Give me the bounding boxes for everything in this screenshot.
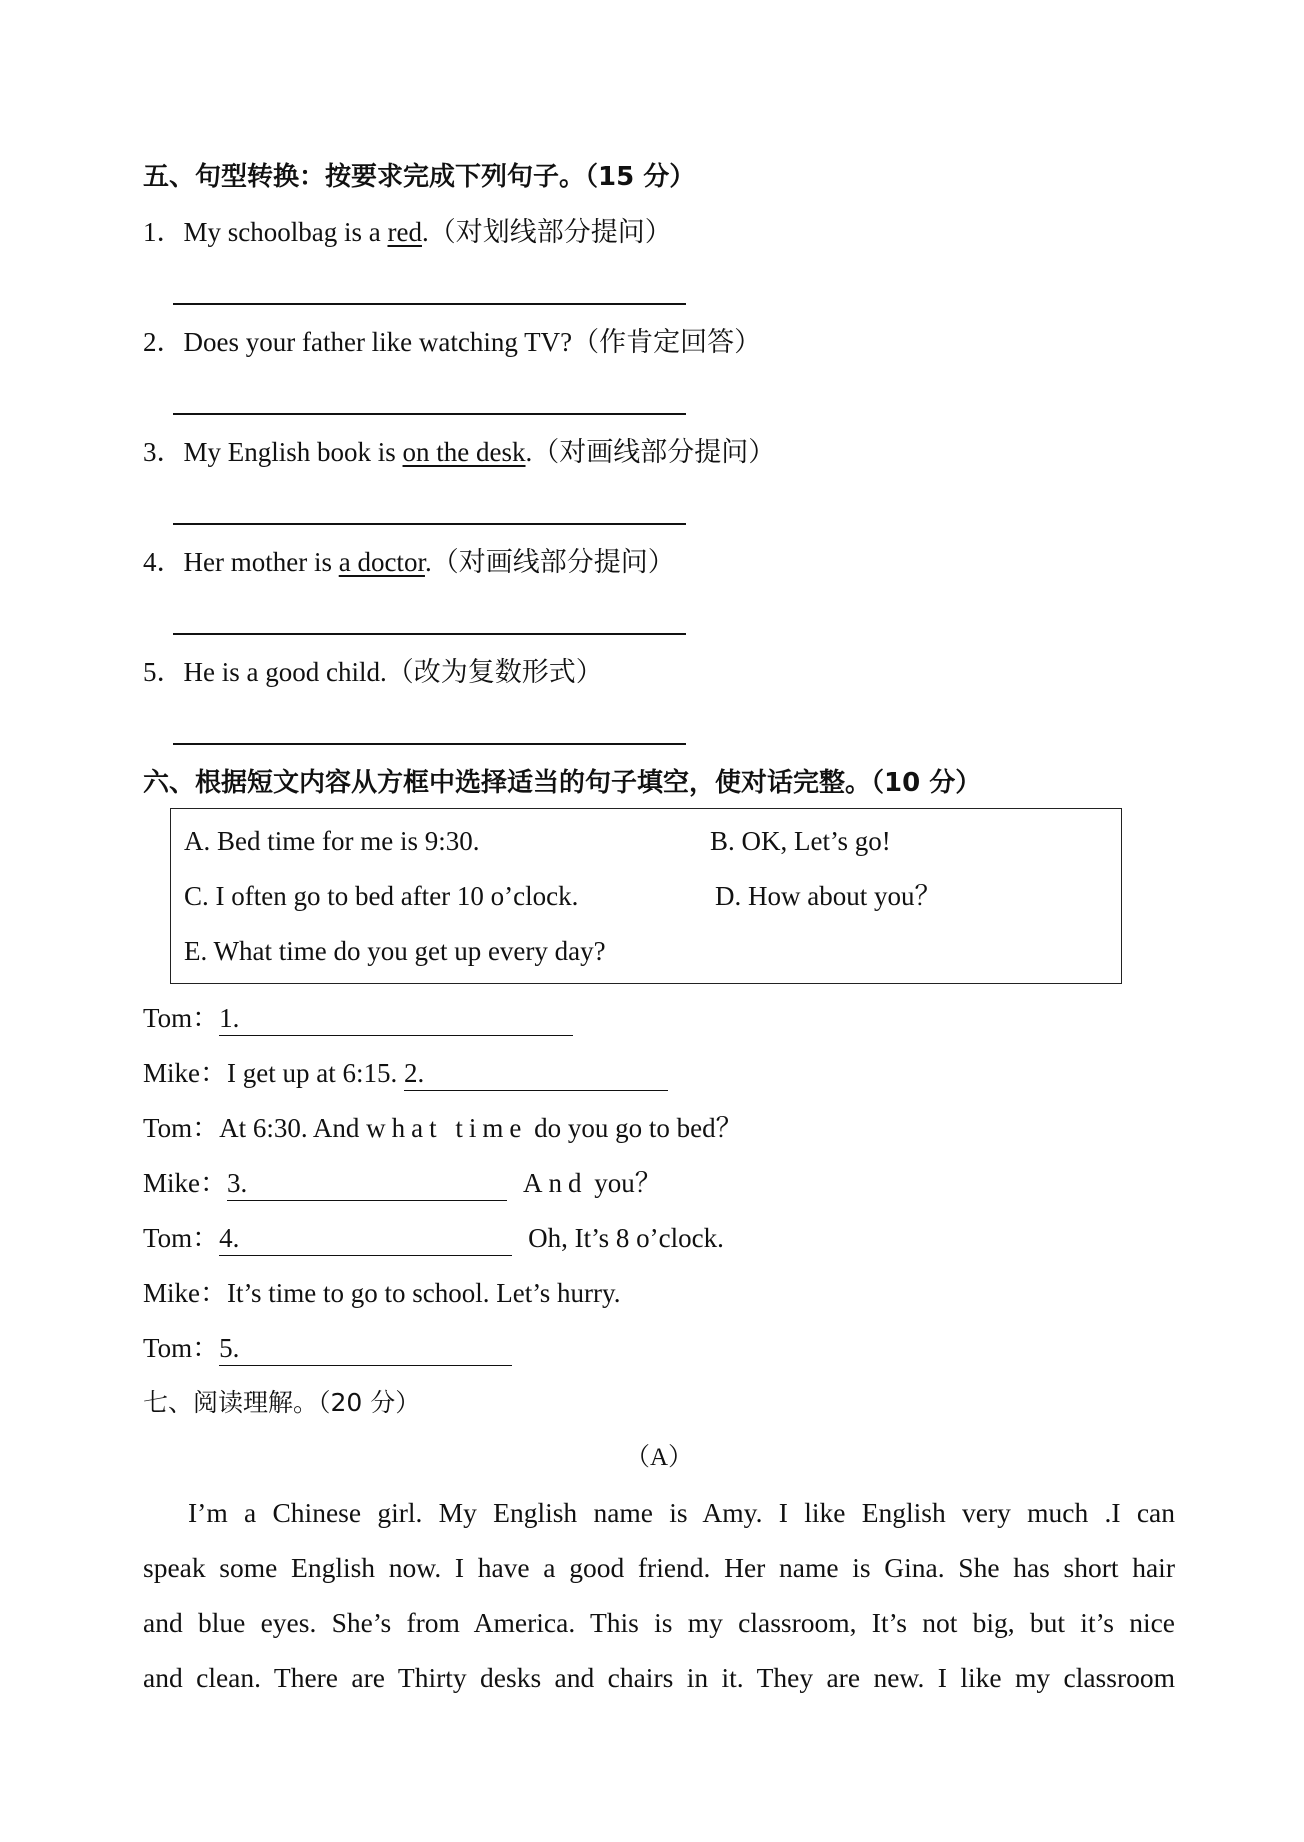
question-instruction: .（对画线部分提问） [525,437,776,467]
dialogue-text: At 6:30. And [219,1113,367,1143]
dialogue-line-5 [143,1218,724,1258]
answer-blank-2[interactable]: 2. [404,1056,668,1091]
option-e: E. What time do you get up every day? [184,936,606,966]
dialogue-line-2 [143,1053,668,1093]
answer-blank-1[interactable]: 1. [219,1001,573,1036]
answer-blank-5[interactable]: 5. [219,1331,512,1366]
question-3 [143,432,775,472]
underlined-part: red [387,217,422,247]
speaker: Mike： [143,1168,227,1198]
option-d: D. How about you？ [715,881,942,911]
passage-line: speak some English now. I have a good friend. Her name is Gina. She has short hair [143,1552,1175,1583]
answer-line-4[interactable] [173,633,686,635]
question-text: Her mother is [183,547,339,577]
answer-line-1[interactable] [173,303,686,305]
section5-heading: 五、句型转换：按要求完成下列句子。（15 分） [143,162,696,192]
question-instruction: .（对划线部分提问） [421,217,672,247]
question-number: 2． [143,327,184,357]
options-box [170,808,1122,984]
dialogue-line-7 [143,1328,512,1368]
option-c: C. I often go to bed after 10 o’clock. [184,881,579,911]
section7-heading: 七、阅读理解。（20 分） [143,1388,421,1417]
dialogue-text: do you go to bed？ [527,1113,743,1143]
speaker: Tom： [143,1113,220,1143]
question-5 [143,652,603,692]
speaker: Tom： [143,1223,220,1253]
passage-line: I’m a Chinese girl. My English name is Amy. I like English very much .I can [188,1497,1175,1528]
passage-line: and blue eyes. She’s from America. This is my classroom, It’s not big, but it’s nice [143,1607,1175,1638]
dialogue-text: It’s time to go to school. Let’s hurry. [227,1278,621,1308]
speaker: Mike： [143,1278,227,1308]
question-text: My English book is [183,437,403,467]
answer-line-2[interactable] [173,413,686,415]
underlined-part: on the desk [402,437,526,467]
dialogue-line-4 [143,1163,662,1203]
dialogue-text: I get up at 6:15. [227,1058,404,1088]
question-text: My schoolbag is a [183,217,388,247]
dialogue-line-3 [143,1108,743,1148]
dialogue-text-spaced: what time [366,1113,528,1143]
question-1 [143,212,672,252]
option-a: A. Bed time for me is 9:30. [184,826,480,856]
dialogue-line-6 [143,1273,620,1313]
question-number: 3． [143,437,184,467]
question-instruction: .（对画线部分提问） [424,547,675,577]
dialogue-line-1 [143,998,573,1038]
option-b: B. OK, Let’s go! [710,826,891,856]
speaker: Tom： [143,1003,220,1033]
underlined-part: a doctor [338,547,425,577]
answer-blank-4[interactable]: 4. [219,1221,512,1256]
question-text: He is a good child.（改为复数形式） [183,657,603,687]
question-number: 4． [143,547,184,577]
answer-line-3[interactable] [173,523,686,525]
speaker: Mike： [143,1058,227,1088]
speaker: Tom： [143,1333,220,1363]
dialogue-text-spaced: And [523,1168,588,1198]
question-2 [143,322,761,362]
question-text: Does your father like watching TV?（作肯定回答） [183,327,762,357]
answer-blank-3[interactable]: 3. [227,1166,507,1201]
question-number: 5． [143,657,184,687]
question-number: 1． [143,217,184,247]
dialogue-text: you？ [587,1168,662,1198]
passage-label: （A） [625,1444,694,1471]
dialogue-text: Oh, It’s 8 o’clock. [528,1223,724,1253]
question-4 [143,542,675,582]
answer-line-5[interactable] [173,743,686,745]
passage-line: and clean. There are Thirty desks and chairs in it. They are new. I like my classroom [143,1662,1175,1693]
section6-heading: 六、根据短文内容从方框中选择适当的句子填空，使对话完整。（10 分） [143,768,982,798]
